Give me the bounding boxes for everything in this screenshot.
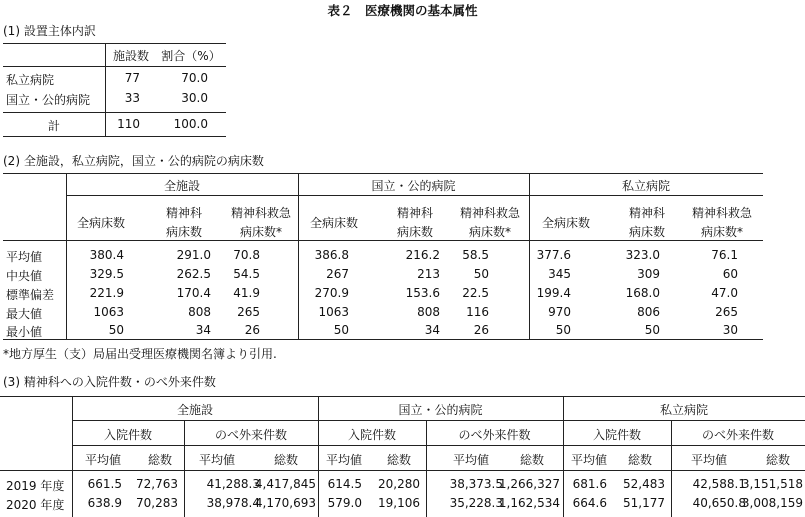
- table-cell: 199.4: [536, 286, 571, 300]
- column-header: 全病床数: [309, 216, 358, 230]
- table-cell: 70,283: [136, 496, 178, 510]
- table-cell: 40,650.8: [692, 496, 746, 510]
- table-cell: 42,588.1: [692, 477, 746, 491]
- column-header: 全病床数: [76, 216, 125, 230]
- column-header: 入院件数: [103, 428, 152, 442]
- column-header: 精神科救急 病床数*: [230, 206, 291, 239]
- table-cell: 60: [722, 267, 738, 281]
- table-cell: 270.9: [314, 286, 349, 300]
- row-label: 2019 年度: [6, 479, 65, 493]
- column-header: のべ外来件数: [214, 428, 287, 442]
- s2-group-header: 全施設: [163, 179, 200, 193]
- section1-heading: (1) 設置主体内訳: [3, 24, 96, 38]
- s2-top-rule: [3, 173, 763, 174]
- s1-header-rule: [3, 66, 226, 67]
- table-cell: 47.0: [711, 286, 738, 300]
- table-cell: 1063: [93, 305, 124, 319]
- table-cell: 4,417,845: [254, 477, 316, 491]
- s2-bottom-rule: [3, 339, 763, 340]
- table-cell: 579.0: [327, 496, 362, 510]
- s1-cell: 70.0: [181, 71, 208, 85]
- table-cell: 58.5: [462, 248, 489, 262]
- s3-header-rule: [0, 470, 805, 471]
- s1-total-rule: [3, 112, 226, 113]
- table-cell: 970: [548, 305, 571, 319]
- table-cell: 170.4: [176, 286, 211, 300]
- table-cell: 168.0: [625, 286, 660, 300]
- table-cell: 35,228.3: [449, 496, 503, 510]
- table-cell: 380.4: [89, 248, 124, 262]
- column-header: 精神科救急 病床数*: [459, 206, 520, 239]
- s1-row-label: 私立病院: [6, 73, 55, 87]
- table-cell: 806: [637, 305, 660, 319]
- table-cell: 72,763: [136, 477, 178, 491]
- table-cell: 26: [244, 323, 260, 337]
- column-header: のべ外来件数: [458, 428, 531, 442]
- table-cell: 50: [333, 323, 349, 337]
- table-cell: 808: [188, 305, 211, 319]
- table-cell: 377.6: [536, 248, 571, 262]
- table-cell: 30: [722, 323, 738, 337]
- column-header: 平均値: [690, 453, 727, 467]
- table-cell: 41.9: [233, 286, 260, 300]
- column-header: 精神科救急 病床数*: [691, 206, 752, 239]
- s1-total-label: 計: [47, 119, 60, 133]
- s1-cell: 33: [124, 91, 140, 105]
- column-header: 精神科 病床数: [396, 206, 433, 239]
- row-label: 平均値: [6, 250, 43, 264]
- table-cell: 34: [424, 323, 440, 337]
- table-cell: 70.8: [233, 248, 260, 262]
- column-header: 全病床数: [541, 216, 590, 230]
- column-header: 平均値: [570, 453, 607, 467]
- table-cell: 614.5: [327, 477, 362, 491]
- table-cell: 26: [473, 323, 489, 337]
- s1-bottom-rule: [3, 136, 226, 137]
- table-cell: 153.6: [405, 286, 440, 300]
- section2-heading: (2) 全施設，私立病院，国立・公的病院の病床数: [3, 154, 264, 168]
- table-cell: 329.5: [89, 267, 124, 281]
- table-cell: 386.8: [314, 248, 349, 262]
- s3-mid-rule: [72, 445, 805, 446]
- table-cell: 54.5: [233, 267, 260, 281]
- table-cell: 52,483: [623, 477, 665, 491]
- s1-total-cell: 100.0: [173, 117, 208, 131]
- s3-group-header: 全施設: [176, 403, 213, 417]
- column-header: 精神科 病床数: [628, 206, 665, 239]
- s1-cell: 77: [124, 71, 140, 85]
- column-header: 入院件数: [592, 428, 641, 442]
- table-cell: 808: [417, 305, 440, 319]
- s1-row-label: 国立・公的病院: [6, 93, 91, 107]
- column-header: 平均値: [452, 453, 489, 467]
- column-header: 入院件数: [347, 428, 396, 442]
- s2-group-header: 私立病院: [621, 179, 670, 193]
- table-cell: 22.5: [462, 286, 489, 300]
- table-cell: 323.0: [625, 248, 660, 262]
- table-cell: 265: [715, 305, 738, 319]
- row-label: 最小値: [6, 325, 43, 339]
- table-cell: 681.6: [572, 477, 607, 491]
- section3-heading: (3) 精神科への入院件数・のべ外来件数: [3, 375, 216, 389]
- table-cell: 221.9: [89, 286, 124, 300]
- table-cell: 309: [637, 267, 660, 281]
- s1-col-header-pct: 割合（%）: [161, 49, 221, 63]
- column-header: 総数: [519, 453, 544, 467]
- table-cell: 291.0: [176, 248, 211, 262]
- row-label: 中央値: [6, 269, 43, 283]
- s3-group-header: 私立病院: [659, 403, 708, 417]
- table-cell: 116: [466, 305, 489, 319]
- table-cell: 213: [417, 267, 440, 281]
- table-cell: 216.2: [405, 248, 440, 262]
- table-cell: 1,162,534: [498, 496, 560, 510]
- s1-top-rule: [3, 43, 226, 44]
- column-header: のべ外来件数: [701, 428, 774, 442]
- table-cell: 50: [555, 323, 571, 337]
- row-label: 2020 年度: [6, 498, 65, 512]
- s1-total-cell: 110: [117, 117, 140, 131]
- table-cell: 4,170,693: [254, 496, 316, 510]
- table-cell: 41,288.3: [206, 477, 260, 491]
- s3-group-header: 国立・公的病院: [398, 403, 483, 417]
- s1-col-header-count: 施設数: [112, 49, 149, 63]
- table-cell: 661.5: [87, 477, 122, 491]
- row-label: 最大値: [6, 307, 43, 321]
- table-cell: 20,280: [378, 477, 420, 491]
- table-cell: 34: [195, 323, 211, 337]
- table-cell: 38,373.5: [449, 477, 503, 491]
- s1-cell: 30.0: [181, 91, 208, 105]
- column-header: 平均値: [325, 453, 362, 467]
- table-cell: 265: [237, 305, 260, 319]
- table-cell: 50: [473, 267, 489, 281]
- column-header: 平均値: [198, 453, 235, 467]
- table-cell: 638.9: [87, 496, 122, 510]
- column-header: 総数: [627, 453, 652, 467]
- table-cell: 1063: [318, 305, 349, 319]
- column-header: 総数: [765, 453, 790, 467]
- s2-group-rule: [66, 195, 763, 196]
- table-cell: 262.5: [176, 267, 211, 281]
- column-header: 総数: [147, 453, 172, 467]
- table-cell: 3,008,159: [741, 496, 803, 510]
- column-header: 平均値: [84, 453, 121, 467]
- s3-top-rule: [0, 396, 805, 397]
- table-cell: 1,266,327: [498, 477, 560, 491]
- table-cell: 267: [326, 267, 349, 281]
- table-cell: 664.6: [572, 496, 607, 510]
- table-cell: 51,177: [623, 496, 665, 510]
- column-header: 総数: [273, 453, 298, 467]
- footnote: *地方厚生（支）局届出受理医療機関名簿より引用.: [3, 347, 277, 361]
- column-header: 精神科 病床数: [165, 206, 202, 239]
- table-cell: 19,106: [378, 496, 420, 510]
- table-cell: 76.1: [711, 248, 738, 262]
- table-cell: 50: [108, 323, 124, 337]
- table-cell: 3,151,518: [741, 477, 803, 491]
- s3-group-rule: [72, 420, 805, 421]
- s2-group-header: 国立・公的病院: [371, 179, 456, 193]
- row-label: 標準偏差: [6, 288, 55, 302]
- table-title: 表２ 医療機関の基本属性: [327, 3, 478, 18]
- table-cell: 50: [644, 323, 660, 337]
- column-header: 総数: [386, 453, 411, 467]
- table-cell: 345: [548, 267, 571, 281]
- table-cell: 38,978.4: [206, 496, 260, 510]
